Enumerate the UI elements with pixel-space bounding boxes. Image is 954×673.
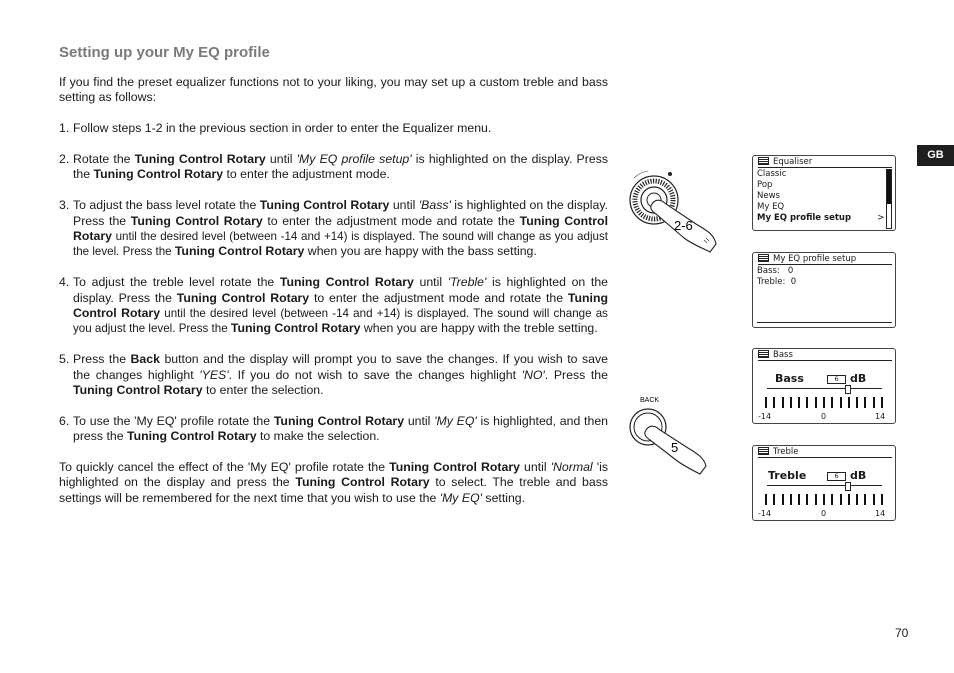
- text-run: when you are happy with the treble setting.: [360, 321, 598, 336]
- scale-min: -14: [758, 509, 772, 518]
- scrollbar[interactable]: [886, 169, 892, 229]
- screen-title-text: Treble: [773, 447, 799, 457]
- text-run: is highlighted on the display. Press the: [73, 198, 608, 228]
- italic-run: 'NO': [521, 367, 545, 382]
- eq-unit: dB: [850, 469, 867, 482]
- bold-run: Tuning Control Rotary: [176, 290, 310, 305]
- text-run: when you are happy with the bass setting.: [304, 244, 537, 259]
- text-run: To adjust the bass level rotate the: [73, 198, 260, 213]
- menu-item-selected[interactable]: My EQ profile setup: [757, 213, 852, 223]
- dial-step-label: 5: [671, 440, 679, 455]
- italic-run: 'My EQ profile setup': [296, 152, 412, 166]
- instructions-body: [59, 75, 608, 522]
- screen-title: [758, 447, 892, 458]
- text-run: To quickly cancel the effect of the 'My EQ' profile rotate the: [59, 460, 390, 475]
- bold-run: Back: [130, 352, 160, 367]
- bold-run: Tuning Control Rotary: [174, 244, 305, 259]
- italic-run: 'My EQ': [434, 413, 477, 428]
- text-run: until the desired level (between -14 and +14) is displayed. The sound will change as you adjust the level. Press the: [73, 230, 608, 259]
- text-run: to enter the selection.: [202, 383, 324, 398]
- eq-tick: [856, 494, 858, 505]
- eq-slider-handle[interactable]: [845, 385, 851, 394]
- setup-menu-list: [757, 266, 885, 288]
- eq-tick: [798, 397, 800, 408]
- eq-tick: [806, 397, 808, 408]
- bass-screen: [752, 348, 896, 424]
- text-run: to enter the adjustment mode.: [223, 167, 390, 182]
- step-number: 6.: [59, 413, 70, 428]
- closing-paragraph: [59, 460, 608, 506]
- bold-run: Tuning Control Rotary: [127, 429, 257, 444]
- scale-max: 14: [875, 412, 886, 421]
- bold-run: Tuning Control Rotary: [230, 321, 361, 336]
- text-run: until the desired level (between -14 and +14) is displayed. The sound will change as you adjust the level. Press the: [73, 307, 608, 336]
- scale-mid: 0: [821, 412, 827, 421]
- page-number: 70: [895, 626, 909, 640]
- eq-unit: dB: [850, 372, 867, 385]
- italic-run: 'Treble': [447, 275, 487, 290]
- eq-tick: [881, 494, 883, 505]
- bold-run: Tuning Control Rotary: [73, 213, 608, 244]
- screen-title-text: Equaliser: [773, 157, 813, 167]
- italic-run: 'YES': [199, 367, 229, 382]
- text-run: until: [404, 413, 435, 428]
- eq-value-box: 6: [827, 375, 846, 384]
- eq-tick: [873, 494, 875, 505]
- eq-tick: [815, 494, 817, 505]
- step-4: [59, 275, 608, 337]
- eq-tick: [873, 397, 875, 408]
- list-icon: [758, 447, 769, 455]
- scale-min: -14: [758, 412, 772, 421]
- list-icon: [758, 350, 769, 358]
- eq-tick: [823, 494, 825, 505]
- eq-tick: [881, 397, 883, 408]
- eq-tick: [806, 494, 808, 505]
- text-run: to make the selection.: [256, 429, 380, 444]
- screen-title-text: My EQ profile setup: [773, 254, 857, 264]
- eq-level-ticks: [765, 397, 883, 408]
- dial-step-label: 2-6: [674, 218, 693, 233]
- eq-level-ticks: [765, 494, 883, 505]
- eq-tick: [790, 397, 792, 408]
- menu-item[interactable]: Pop: [757, 180, 773, 190]
- step-2: [59, 152, 608, 183]
- step-6: [59, 414, 608, 445]
- eq-tick: [831, 397, 833, 408]
- eq-label: Treble: [768, 469, 807, 482]
- chevron-right-icon: >: [877, 213, 885, 223]
- text-run: is highlighted on the display. Press the: [73, 152, 608, 182]
- bold-run: Tuning Control Rotary: [73, 290, 608, 321]
- text-run: until: [413, 275, 448, 290]
- text-run: to select. The treble and bass settings will be remembered for the next time that you wish to use the: [59, 475, 609, 505]
- treble-screen: [752, 445, 896, 521]
- step-1: [59, 121, 608, 136]
- equaliser-menu-screen: [752, 155, 896, 231]
- eq-tick: [782, 397, 784, 408]
- eq-tick: [840, 494, 842, 505]
- bold-run: Tuning Control Rotary: [259, 198, 390, 213]
- text-run: Rotate the: [73, 152, 135, 166]
- intro-paragraph: If you find the preset equalizer functions not to your liking, you may set up a custom treble and bass setting as follows:: [59, 75, 608, 105]
- text-run: 'is highlighted on the display and press the: [59, 460, 608, 490]
- screen-title: [758, 157, 892, 168]
- eq-tick: [840, 397, 842, 408]
- equaliser-menu-list: [757, 169, 885, 224]
- text-run: to enter the adjustment mode and rotate the: [262, 213, 520, 228]
- screen-title-text: Bass: [773, 350, 793, 360]
- bold-run: Tuning Control Rotary: [295, 475, 430, 490]
- eq-slider-track[interactable]: [767, 485, 882, 486]
- text-run: . Press the: [544, 367, 608, 382]
- eq-tick: [848, 397, 850, 408]
- eq-tick: [798, 494, 800, 505]
- bold-run: Tuning Control Rotary: [134, 152, 266, 166]
- eq-tick: [856, 397, 858, 408]
- eq-value-box: 6: [827, 472, 846, 481]
- menu-item[interactable]: My EQ: [757, 202, 785, 212]
- eq-tick: [782, 494, 784, 505]
- text-run: until: [265, 152, 297, 166]
- bold-run: Tuning Control Rotary: [73, 383, 203, 398]
- scale-max: 14: [875, 509, 886, 518]
- eq-tick: [773, 494, 775, 505]
- step-3: [59, 198, 608, 260]
- italic-run: 'Bass': [418, 198, 451, 213]
- screen-title: [758, 350, 892, 361]
- italic-run: 'Normal: [550, 460, 593, 475]
- text-run: to enter the adjustment mode and rotate the: [309, 290, 568, 305]
- eq-tick: [765, 494, 767, 505]
- text-run: is highlighted on the display. Press the: [73, 275, 608, 305]
- text-run: button and the display will prompt you to save the changes. If you wish to save the changes highlight: [73, 352, 608, 382]
- step-number: 2.: [59, 152, 70, 166]
- menu-item[interactable]: News: [757, 191, 780, 201]
- list-icon: [758, 254, 769, 262]
- scrollbar-thumb[interactable]: [887, 170, 891, 204]
- step-text: Follow steps 1-2 in the previous section in order to enter the Equalizer menu.: [73, 121, 492, 136]
- eq-slider-track[interactable]: [767, 388, 882, 389]
- list-icon: [758, 157, 769, 165]
- bold-run: Tuning Control Rotary: [93, 167, 224, 182]
- screen-title: [758, 254, 892, 265]
- eq-tick: [773, 397, 775, 408]
- step-number: 5.: [59, 352, 70, 367]
- text-run: until: [389, 198, 419, 213]
- language-tab: GB: [917, 145, 954, 166]
- step-number: 4.: [59, 275, 70, 290]
- eq-label: Bass: [775, 372, 804, 385]
- eq-tick: [790, 494, 792, 505]
- eq-tick: [815, 397, 817, 408]
- step-number: 3.: [59, 198, 70, 213]
- scale-mid: 0: [821, 509, 827, 518]
- text-run: To use the 'My EQ' profile rotate the: [73, 413, 274, 428]
- eq-tick: [864, 494, 866, 505]
- bold-run: Tuning Control Rotary: [279, 275, 414, 290]
- back-button-illustration: [626, 392, 716, 476]
- eq-slider-handle[interactable]: [845, 482, 851, 491]
- text-run: until: [519, 460, 551, 475]
- step-number: 1.: [59, 121, 70, 136]
- text-run: setting.: [482, 490, 526, 505]
- eq-tick: [765, 397, 767, 408]
- text-run: Press the: [73, 352, 131, 367]
- menu-item-bass[interactable]: Bass: 0: [757, 266, 794, 276]
- eq-tick: [823, 397, 825, 408]
- bold-run: Tuning Control Rotary: [389, 460, 520, 475]
- eq-tick: [848, 494, 850, 505]
- bold-run: Tuning Control Rotary: [273, 413, 405, 428]
- eq-tick: [831, 494, 833, 505]
- section-heading: Setting up your My EQ profile: [59, 44, 270, 61]
- menu-item-treble[interactable]: Treble: 0: [757, 277, 797, 287]
- back-label: BACK: [640, 397, 660, 404]
- bold-run: Tuning Control Rotary: [130, 213, 263, 228]
- italic-run: 'My EQ': [439, 490, 482, 505]
- tuning-rotary-dial-illustration: [626, 164, 726, 254]
- my-eq-setup-screen: [752, 252, 896, 328]
- text-run: . If you do not wish to save the changes highlight: [228, 367, 522, 382]
- screen-divider: [757, 322, 892, 323]
- text-run: To adjust the treble level rotate the: [73, 275, 280, 290]
- eq-tick: [864, 397, 866, 408]
- text-run: is highlighted, and then press the: [73, 413, 608, 444]
- step-5: [59, 352, 608, 398]
- menu-item[interactable]: Classic: [757, 169, 787, 179]
